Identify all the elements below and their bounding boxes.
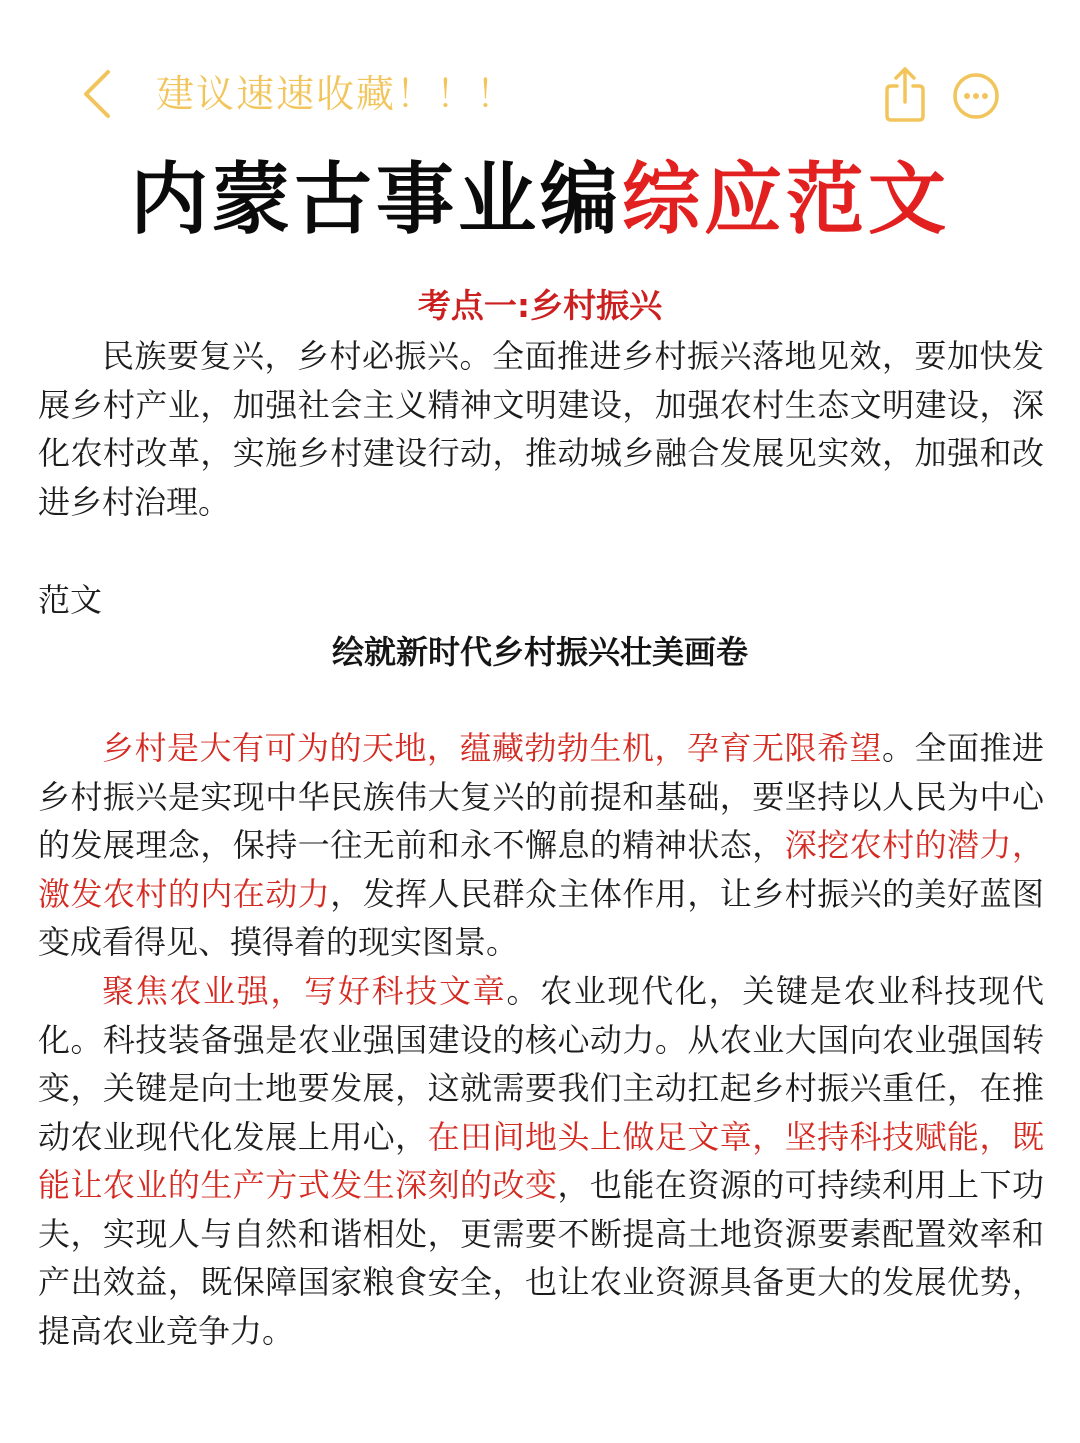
share-icon [882, 64, 928, 124]
more-button[interactable] [950, 70, 1002, 122]
nav-title: 建议速速收藏！！！ [156, 72, 517, 116]
highlight-text: 深挖农村的潜力，激发农村的内在动力 [38, 826, 1044, 913]
page-title-black: 内蒙古事业编 [129, 155, 622, 245]
intro-text: 民族要复兴，乡村必振兴。全面推进乡村振兴落地见效，要加快发展乡村产业，加强社会主义精神文明建设，加强农村生态文明建设，深化农村改革，实施乡村建设行动，推动城乡融合发展见实效，加强和改进乡村治理。 [38, 337, 1044, 521]
share-button[interactable] [882, 64, 928, 124]
essay-paragraph-2 [38, 967, 1044, 1355]
body-text: ，也能在资源的可持续利用上下功夫，实现人与自然和谐相处，更需要不断提高土地资源要素配置效率和产出效益，既保障国家粮食安全，也让农业资源具备更大的发展优势，提高农业竞争力。 [38, 1166, 1044, 1350]
essay-label: 范文 [38, 581, 103, 619]
page-title-red: 综应范文 [622, 155, 951, 245]
essay-paragraph-1 [38, 724, 1044, 967]
chevron-left-icon [76, 66, 126, 122]
highlight-text: 乡村是大有可为的天地，蕴藏勃勃生机，孕育无限希望 [102, 729, 882, 767]
section-heading: 考点一:乡村振兴 [417, 286, 663, 325]
back-button[interactable] [76, 66, 126, 122]
highlight-text: 在田间地头上做足文章，坚持科技赋能，既能让农业的生产方式发生深刻的改变 [38, 1117, 1044, 1204]
intro-paragraph [38, 332, 1044, 526]
highlight-text: 聚焦农业强，写好科技文章 [102, 972, 507, 1010]
more-icon [950, 70, 1002, 122]
body-text: ，发挥人民群众主体作用，让乡村振兴的美好蓝图变成看得见、摸得着的现实图景。 [38, 874, 1044, 961]
page-title [0, 150, 1080, 250]
body-text: 。全面推进乡村振兴是实现中华民族伟大复兴的前提和基础，要坚持以人民为中心的发展理念，保持一往无前和永不懈息的精神状态， [38, 729, 1044, 864]
body-text: 。农业现代化，关键是农业科技现代化。科技装备强是农业强国建设的核心动力。从农业大国向农业强国转变，关键是向士地要发展，这就需要我们主动扛起乡村振兴重任，在推动农业现代化发展上用心， [38, 972, 1044, 1156]
essay-title: 绘就新时代乡村振兴壮美画卷 [331, 633, 748, 671]
